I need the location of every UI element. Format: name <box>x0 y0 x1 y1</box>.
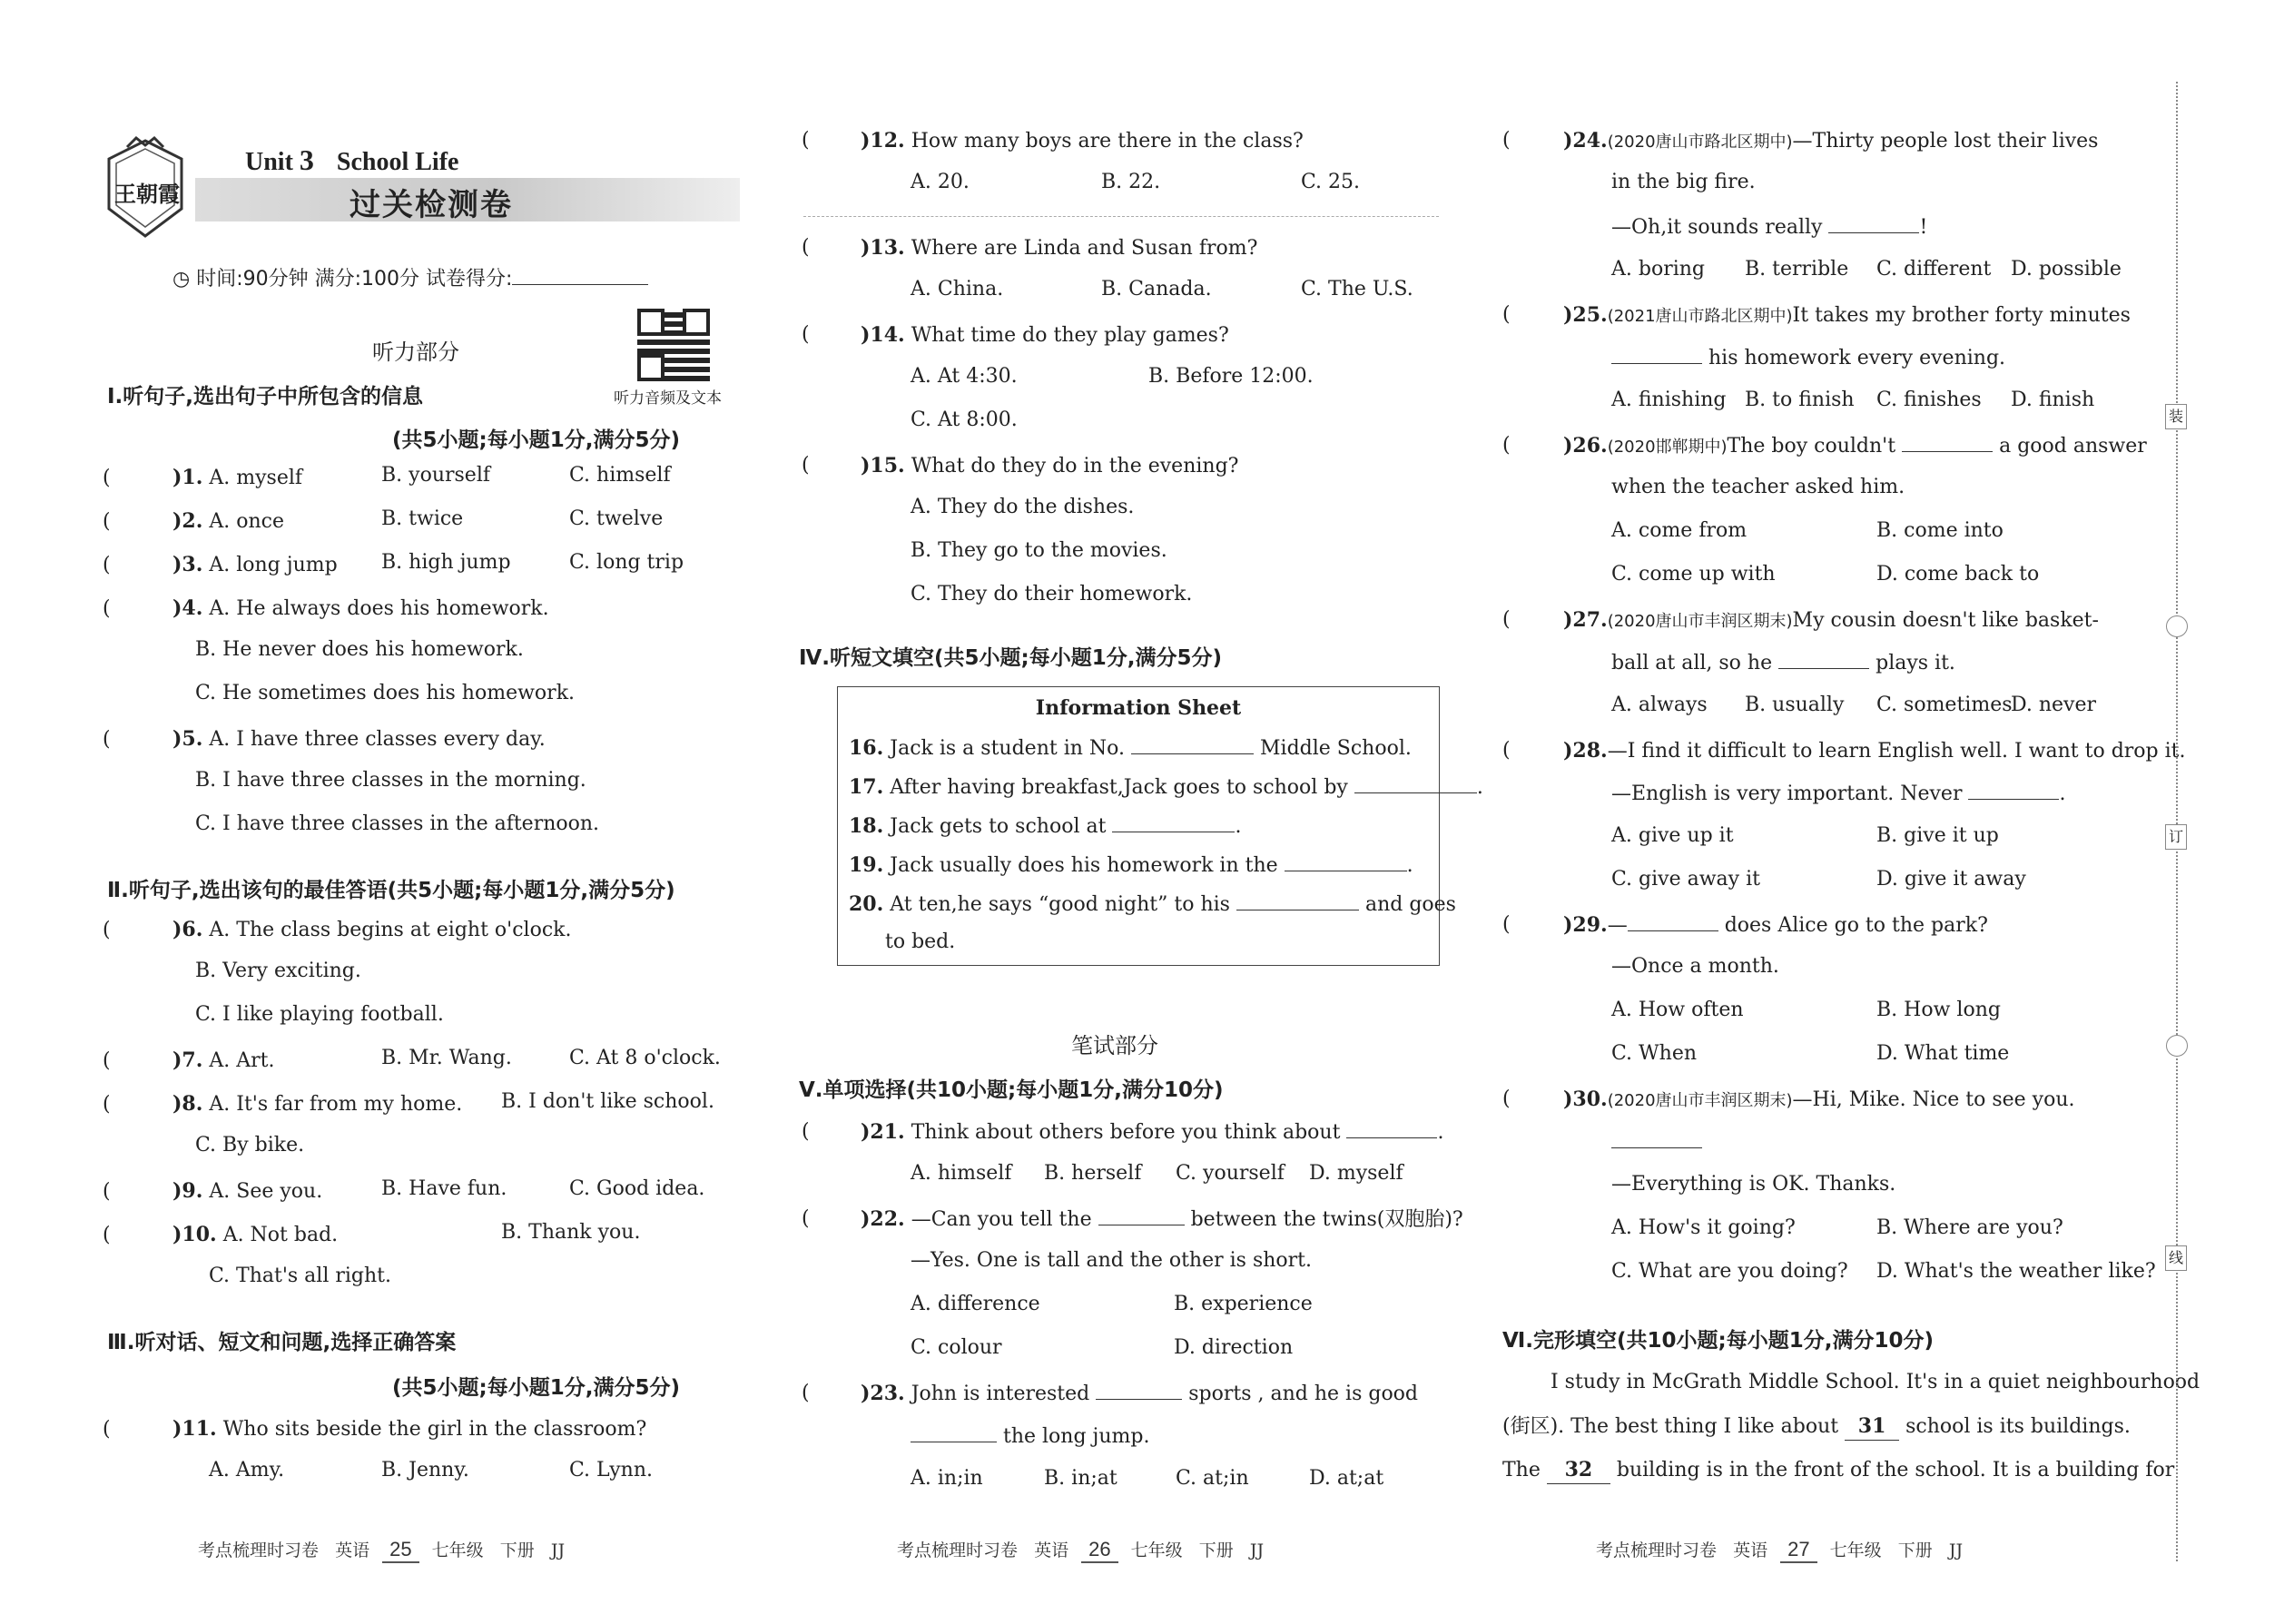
footer-page-25: 考点梳理时习卷 英语 25 七年级 下册 JJ <box>198 1537 565 1563</box>
binding-label-1: 装 <box>2165 404 2187 429</box>
cloze-line-3: The 32 building is in the front of the school. It is a building for <box>1502 1456 2174 1484</box>
section-1-score: (共5小题;每小题1分,满分5分) <box>392 428 680 452</box>
unit-label: Unit 3 School Life <box>245 143 459 176</box>
q24-cont: —Oh,it sounds really ! <box>1611 216 1928 239</box>
q25-cont: his homework every evening. <box>1611 345 2005 372</box>
q25: )25.(2021唐山市路北区期中)It takes my brother forty minutes <box>1563 303 2131 327</box>
answer-paren[interactable]: ( <box>103 1180 111 1203</box>
line-19: 19. Jack usually does his homework in the . <box>849 853 1413 877</box>
q7: )7. A. Art. <box>172 1048 275 1072</box>
divider <box>803 216 1439 217</box>
q3: )3. A. long jump <box>172 553 338 576</box>
q23: )23. John is interested sports , and he is good <box>861 1382 1419 1405</box>
answer-paren[interactable]: ( <box>103 467 111 489</box>
qr-code <box>637 309 710 381</box>
q27-cont: ball at all, so he plays it. <box>1611 652 1955 674</box>
q24: )24.(2020唐山市路北区期中)—Thirty people lost their lives <box>1563 129 2099 153</box>
q6: )6. A. The class begins at eight o'clock. <box>172 918 572 941</box>
page-title: 过关检测卷 <box>350 187 513 223</box>
answer-paren[interactable]: ( <box>802 1120 810 1143</box>
q22: )22. —Can you tell the between the twins(双胞胎)? <box>861 1207 1463 1231</box>
answer-paren[interactable]: ( <box>802 1382 810 1404</box>
binding-label-2: 订 <box>2165 824 2187 850</box>
line-20: 20. At ten,he says “good night” to his and goes <box>849 892 1456 916</box>
q29: )29.— does Alice go to the park? <box>1563 913 1988 937</box>
page-number: 26 <box>1081 1538 1117 1563</box>
footer-page-27: 考点梳理时习卷 英语 27 七年级 下册 JJ <box>1596 1537 1963 1563</box>
q30-blank <box>1611 1129 1702 1156</box>
answer-paren[interactable]: ( <box>1502 129 1511 152</box>
section-3-score: (共5小题;每小题1分,满分5分) <box>392 1376 680 1400</box>
logo-text: 王朝霞 <box>114 181 180 207</box>
q27: )27.(2020唐山市丰润区期末)My cousin doesn't like basket- <box>1563 608 2099 632</box>
cloze-line-2: (街区). The best thing I like about 31 school is its buildings. <box>1502 1412 2131 1441</box>
answer-paren[interactable]: ( <box>103 554 111 576</box>
q2: )2. A. once <box>172 509 285 533</box>
q4: )4. A. He always does his homework. <box>172 596 549 620</box>
listening-heading: 听力部分 <box>372 340 459 365</box>
section-3-title: Ⅲ.听对话、短文和问题,选择正确答案 <box>107 1331 457 1354</box>
q26: )26.(2020邯郸期中)The boy couldn't a good answer <box>1563 434 2147 458</box>
answer-paren[interactable]: ( <box>103 1049 111 1072</box>
q30: )30.(2020唐山市丰润区期末)—Hi, Mike. Nice to see you. <box>1563 1088 2075 1111</box>
q8: )8. A. It's far from my home. <box>172 1092 463 1116</box>
info-title: Information Sheet <box>1035 696 1242 720</box>
answer-paren[interactable]: ( <box>1502 739 1511 762</box>
q15: )15. What do they do in the evening? <box>861 454 1239 477</box>
section-5-title: Ⅴ.单项选择(共10小题;每小题1分,满分10分) <box>799 1078 1224 1102</box>
answer-paren[interactable]: ( <box>103 728 111 751</box>
q9: )9. A. See you. <box>172 1179 323 1203</box>
q1: )1. A. myself <box>172 466 303 489</box>
q21: )21. Think about others before you think about . <box>861 1120 1444 1144</box>
footer-page-26: 考点梳理时习卷 英语 26 七年级 下册 JJ <box>897 1537 1264 1563</box>
answer-paren[interactable]: ( <box>103 919 111 941</box>
line-16: 16. Jack is a student in No. Middle School. <box>849 736 1412 760</box>
logo-badge <box>100 136 191 241</box>
clock-icon: ◷ <box>172 268 191 290</box>
information-sheet <box>837 686 1483 966</box>
line-18: 18. Jack gets to school at . <box>849 814 1242 838</box>
answer-paren[interactable]: ( <box>103 1093 111 1116</box>
answer-paren[interactable]: ( <box>103 1224 111 1246</box>
exam-meta: ◷ 时间:90分钟 满分:100分 试卷得分: <box>172 263 648 291</box>
section-4-title: Ⅳ.听短文填空(共5小题;每小题1分,满分5分) <box>799 646 1222 670</box>
binding-circle <box>2166 1035 2188 1057</box>
q11: )11. Who sits beside the girl in the classroom? <box>172 1417 647 1441</box>
answer-paren[interactable]: ( <box>103 510 111 533</box>
binding-line <box>2176 82 2178 1561</box>
answer-paren[interactable]: ( <box>802 236 810 259</box>
q5: )5. A. I have three classes every day. <box>172 727 546 751</box>
q28-cont: —English is very important. Never . <box>1611 782 2066 805</box>
answer-paren[interactable]: ( <box>802 1207 810 1230</box>
answer-paren[interactable]: ( <box>1502 913 1511 936</box>
section-1-title: Ⅰ.听句子,选出句子中所包含的信息 <box>107 385 424 408</box>
answer-paren[interactable]: ( <box>802 454 810 477</box>
answer-paren[interactable]: ( <box>103 1418 111 1441</box>
binding-label-3: 线 <box>2165 1245 2187 1271</box>
q10: )10. A. Not bad. <box>172 1223 339 1246</box>
q23-cont: the long jump. <box>911 1423 1149 1451</box>
answer-paren[interactable]: ( <box>1502 608 1511 631</box>
answer-paren[interactable]: ( <box>1502 303 1511 326</box>
qr-caption: 听力音频及文本 <box>614 389 722 408</box>
page-number: 25 <box>382 1538 418 1563</box>
section-6-title: Ⅵ.完形填空(共10小题;每小题1分,满分10分) <box>1502 1329 1934 1353</box>
answer-paren[interactable]: ( <box>802 129 810 152</box>
line-17: 17. After having breakfast,Jack goes to school by . <box>849 775 1483 799</box>
answer-paren[interactable]: ( <box>1502 1088 1511 1110</box>
answer-paren[interactable]: ( <box>1502 434 1511 457</box>
binding-circle <box>2166 615 2188 637</box>
q13: )13. Where are Linda and Susan from? <box>861 236 1258 260</box>
q12: )12. How many boys are there in the class? <box>861 129 1304 153</box>
q14: )14. What time do they play games? <box>861 323 1229 347</box>
writing-heading: 笔试部分 <box>1071 1033 1158 1058</box>
q28: )28.—I find it difficult to learn English well. I want to drop it. <box>1563 739 2186 763</box>
answer-paren[interactable]: ( <box>802 323 810 346</box>
section-2-title: Ⅱ.听句子,选出该句的最佳答语(共5小题;每小题1分,满分5分) <box>107 879 675 902</box>
line-20-cont: to bed. <box>885 930 956 953</box>
cloze-line-1: I study in McGrath Middle School. It's in a quiet neighbourhood <box>1551 1371 2200 1393</box>
answer-paren[interactable]: ( <box>103 597 111 620</box>
page-number: 27 <box>1780 1538 1816 1563</box>
